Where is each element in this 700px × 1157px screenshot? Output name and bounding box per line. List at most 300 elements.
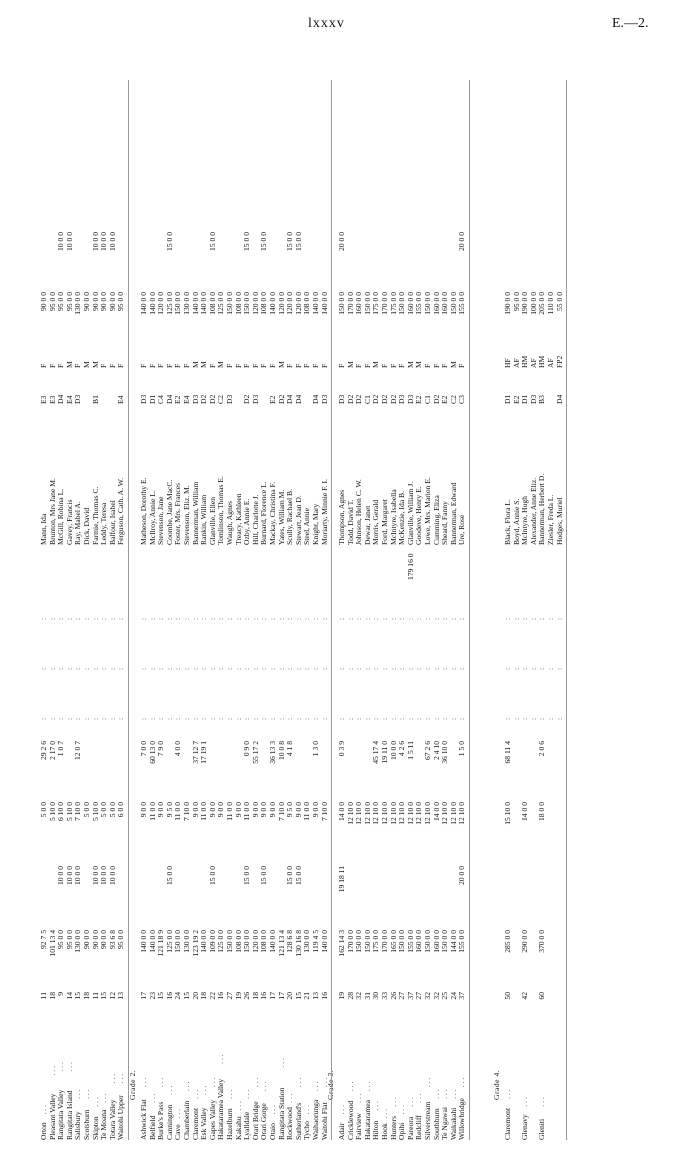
- empty-column-dots: :: [242, 617, 252, 620]
- cell-cap: 6 0 0: [116, 802, 126, 818]
- empty-column-dots: :: [276, 667, 286, 670]
- cell-cls: D3: [528, 394, 538, 404]
- cell-teacher: Glanville, William J.: [405, 481, 415, 545]
- cell-school: Hakataramea Valley: [216, 1078, 226, 1140]
- cell-teacher: Ure, Rose: [457, 514, 467, 545]
- cell-cap: 11 0 0: [242, 802, 252, 821]
- cell-salary: 109 0 0: [207, 930, 217, 953]
- cell-salary: 140 0 0: [268, 930, 277, 953]
- cell-roll: 22: [207, 992, 217, 1000]
- cell-salary: 101 13 4: [47, 930, 57, 957]
- cell-sex: F: [156, 363, 166, 368]
- cell-cap: 9 0 0: [216, 802, 226, 818]
- table-row: [450, 140, 458, 1140]
- empty-column-dots: :: [520, 667, 530, 670]
- empty-column-dots: :: [546, 667, 555, 670]
- cell-bal: 12 0 7: [73, 741, 83, 760]
- cell-sex: AF: [511, 358, 521, 368]
- empty-column-dots: :: [73, 717, 83, 720]
- cell-school: Southburn: [431, 1108, 441, 1140]
- cell-pay: 175 0 0: [388, 292, 398, 315]
- empty-column-dots: :: [414, 667, 424, 670]
- empty-column-dots: :: [302, 667, 312, 670]
- cell-bal: 67 2 6: [423, 741, 432, 760]
- cell-teacher: Farmie, Thomas C.: [90, 486, 100, 545]
- cell-cls: D4: [554, 394, 564, 404]
- cell-roll: 15: [182, 992, 191, 1000]
- empty-column-dots: :: [354, 617, 364, 620]
- empty-column-dots: :: [503, 617, 512, 620]
- leader-dots: . . .: [503, 1089, 512, 1099]
- leader-dots: . . .: [82, 1089, 91, 1099]
- leader-dots: . . .: [99, 1093, 109, 1103]
- cell-teacher: Matheson, Dorothy E.: [139, 477, 148, 545]
- table-row: [441, 140, 449, 1140]
- cell-school: Silverstream: [423, 1101, 432, 1140]
- empty-column-dots: :: [64, 617, 74, 620]
- cell-pay: 95 0 0: [56, 292, 66, 311]
- cell-cls: D1: [147, 394, 157, 404]
- cell-sex: F: [182, 363, 191, 368]
- table-row: [424, 140, 432, 1140]
- cell-cap: 12 10 0: [388, 802, 398, 825]
- cell-bal: 60 13 0: [147, 741, 157, 764]
- cell-cls: D1: [503, 394, 512, 404]
- table-row: [312, 140, 320, 1140]
- cell-pay: 125 0 0: [216, 292, 226, 315]
- empty-column-dots: :: [199, 617, 209, 620]
- cell-teacher: Hill, Charlotte J.: [250, 494, 260, 545]
- cell-extra: 20 0 0: [457, 232, 467, 251]
- empty-column-dots: :: [448, 717, 458, 720]
- cell-cls: D4: [285, 394, 295, 404]
- cell-cap: 9 0 0: [259, 802, 269, 818]
- empty-column-dots: :: [147, 617, 157, 620]
- cell-cls: D3: [397, 394, 407, 404]
- cell-school: Opihi: [397, 1122, 407, 1140]
- empty-column-dots: :: [199, 717, 209, 720]
- empty-column-dots: :: [116, 617, 126, 620]
- cell-school: Te Moana: [99, 1109, 109, 1140]
- cell-teacher: Stevenson, Jane: [156, 496, 166, 545]
- cell-bal: 37 12 7: [190, 741, 200, 764]
- cell-pay: 90 0 0: [82, 292, 91, 311]
- cell-cap: 15 10 0: [503, 802, 512, 825]
- table-row: [390, 140, 398, 1140]
- table-row: [252, 140, 260, 1140]
- empty-column-dots: :: [319, 667, 329, 670]
- cell-sex: M: [414, 361, 424, 368]
- empty-column-dots: :: [47, 717, 57, 720]
- cell-cap: 9 0 0: [207, 802, 217, 818]
- grade-2-heading: Grade 2.: [128, 1069, 137, 1100]
- leader-dots: . . .: [537, 1097, 547, 1107]
- cell-extra: 15 0 0: [242, 232, 252, 251]
- cell-pay: 130 0 0: [73, 292, 83, 315]
- cell-school: Waitohi Upper: [116, 1095, 126, 1140]
- leader-dots: . . .: [164, 1085, 174, 1095]
- empty-column-dots: :: [423, 617, 432, 620]
- cell-roll: 25: [440, 992, 450, 1000]
- leader-dots: . . .: [156, 1077, 166, 1088]
- cell-cls: B1: [90, 395, 100, 404]
- cell-extra: 15 0 0: [259, 232, 269, 251]
- cell-pay: 150 0 0: [423, 292, 432, 315]
- cell-pay: 95 0 0: [511, 292, 521, 311]
- cell-teacher: Lowe, Mrs. Marion E.: [423, 477, 432, 545]
- cell-teacher: Ferguson, Cath. A. W.: [116, 477, 126, 545]
- cell-school: Waitohi Flat: [319, 1102, 329, 1140]
- leader-dots: . . .: [250, 1077, 260, 1088]
- cell-cap: 9 0 0: [311, 802, 320, 818]
- cell-cls: E4: [182, 395, 191, 404]
- table-row: [547, 140, 555, 1140]
- cell-cls: D2: [371, 394, 381, 404]
- cell-teacher: Stevenson, Eliz. M.: [182, 485, 191, 545]
- table-row: [235, 140, 243, 1140]
- cell-salary: 95 0 0: [116, 930, 126, 949]
- cell-extra: 20 0 0: [337, 232, 346, 251]
- cell-sex: M: [276, 361, 286, 368]
- cell-teacher: Balfour, Isabel: [107, 500, 117, 545]
- empty-column-dots: :: [319, 617, 329, 620]
- cell-sex: F: [225, 363, 234, 368]
- cell-school: Chamberlain: [182, 1100, 191, 1140]
- cell-pay: 95 0 0: [116, 292, 126, 311]
- cell-sex: F: [99, 363, 109, 368]
- table-row: [200, 140, 208, 1140]
- cell-cls: D2: [431, 394, 441, 404]
- cell-salary: 155 0 0: [405, 930, 415, 953]
- leader-dots: . . .: [440, 1089, 450, 1099]
- cell-house: 10 0 0: [73, 866, 83, 885]
- cell-sex: F: [302, 363, 312, 368]
- empty-column-dots: :: [164, 667, 174, 670]
- cell-salary: 140 0 0: [147, 930, 157, 953]
- cell-salary: 93 6 8: [107, 930, 117, 949]
- empty-column-dots: :: [311, 617, 320, 620]
- cell-roll: 33: [380, 992, 389, 1000]
- cell-salary: 121 18 9: [156, 930, 166, 957]
- cell-sex: F: [380, 363, 389, 368]
- leader-dots: . . .: [242, 1089, 252, 1099]
- empty-column-dots: :: [268, 667, 277, 670]
- empty-column-dots: :: [457, 617, 467, 620]
- cell-cls: E3: [39, 395, 48, 404]
- cell-school: Orari Bridge: [250, 1101, 260, 1140]
- cell-school: Willowbridge: [457, 1098, 467, 1140]
- empty-column-dots: :: [216, 717, 226, 720]
- cell-extra: 15 0 0: [285, 232, 295, 251]
- cell-cls: D2: [199, 394, 209, 404]
- section-divider: [566, 80, 567, 1140]
- cell-sex: M: [64, 361, 74, 368]
- cell-house: 19 18 11: [337, 866, 346, 893]
- empty-column-dots: :: [371, 617, 381, 620]
- cell-school: Orari Gorge: [259, 1103, 269, 1140]
- cell-cls: D2: [354, 394, 364, 404]
- leader-dots: . . .: [225, 1089, 234, 1099]
- cell-extra: 15 0 0: [293, 232, 303, 251]
- empty-column-dots: :: [39, 717, 48, 720]
- cell-pay: 120 0 0: [276, 292, 286, 315]
- cell-pay: 90 0 0: [107, 292, 117, 311]
- empty-column-dots: :: [99, 717, 109, 720]
- empty-column-dots: :: [380, 717, 389, 720]
- empty-column-dots: :: [173, 617, 183, 620]
- empty-column-dots: :: [546, 617, 555, 620]
- cell-sex: HM: [537, 355, 547, 368]
- cell-salary: 170 0 0: [345, 930, 355, 953]
- leader-dots: . . .: [423, 1077, 432, 1088]
- cell-sex: F: [39, 363, 48, 368]
- cell-pay: 120 0 0: [156, 292, 166, 315]
- empty-column-dots: :: [362, 667, 372, 670]
- cell-cls: E4: [64, 395, 74, 404]
- empty-column-dots: :: [56, 717, 66, 720]
- table-row: [407, 140, 415, 1140]
- cell-roll: 20: [285, 992, 295, 1000]
- cell-sex: AF: [546, 358, 555, 368]
- table-row: [347, 140, 355, 1140]
- cell-roll: 20: [190, 992, 200, 1000]
- empty-column-dots: :: [139, 717, 148, 720]
- cell-cap: 11 0 0: [225, 802, 234, 821]
- cell-cap: 7 10 0: [73, 802, 83, 821]
- cell-roll: 26: [388, 992, 398, 1000]
- cell-salary: 90 0 0: [82, 930, 91, 949]
- cell-school: Skipton: [90, 1116, 100, 1140]
- cell-roll: 32: [431, 992, 441, 1000]
- cell-extra: 15 0 0: [207, 232, 217, 251]
- empty-column-dots: :: [39, 617, 48, 620]
- cell-cap: 12 10 0: [397, 802, 407, 825]
- cell-roll: 19: [233, 992, 243, 1000]
- leader-dots: . . .: [268, 1105, 277, 1115]
- cell-pay: 160 0 0: [440, 292, 450, 315]
- cell-cap: 5 10 0: [47, 802, 57, 821]
- cell-roll: 12: [107, 992, 117, 1000]
- cell-bal: 7 0 0: [139, 741, 148, 757]
- cell-cls: D3: [337, 394, 346, 404]
- table-row: [192, 140, 200, 1140]
- cell-school: Rangitata Valley: [56, 1089, 66, 1140]
- leader-dots: . . .: [173, 1108, 183, 1119]
- cell-salary: 370 0 0: [537, 930, 547, 953]
- cell-school: Orton: [39, 1122, 48, 1140]
- cell-salary: 108 0 0: [233, 930, 243, 953]
- cell-salary: 130 16 8: [293, 930, 303, 957]
- cell-bal: 1 5 11: [405, 741, 415, 760]
- cell-pay: 150 0 0: [225, 292, 234, 315]
- cell-sex: F: [56, 363, 66, 368]
- cell-teacher: Alexander, Anne Eliz.: [528, 477, 538, 545]
- cell-pay: 90 0 0: [90, 292, 100, 311]
- empty-column-dots: :: [47, 617, 57, 620]
- leader-dots: . . .: [116, 1073, 126, 1084]
- cell-sex: M: [448, 361, 458, 368]
- empty-column-dots: :: [431, 717, 441, 720]
- cell-school: Ashwick Flat: [139, 1099, 148, 1140]
- cell-school: Redcliff: [414, 1115, 424, 1140]
- empty-column-dots: :: [99, 617, 109, 620]
- table-row: [226, 140, 234, 1140]
- cell-sex: F: [268, 363, 277, 368]
- empty-column-dots: :: [225, 667, 234, 670]
- cell-pay: 120 0 0: [250, 292, 260, 315]
- cell-bal: 17 19 1: [199, 741, 209, 764]
- cell-teacher: Ozby, Annie E.: [242, 498, 252, 545]
- leader-dots: . . .: [216, 1054, 226, 1064]
- cell-teacher: Coombe, Jane MacC.: [164, 479, 174, 545]
- cell-teacher: Ziesler, Freda L.: [546, 494, 555, 545]
- cell-sex: F: [250, 363, 260, 368]
- cell-roll: 18: [199, 992, 209, 1000]
- cell-cap: 9 0 0: [190, 802, 200, 818]
- cell-school: Scotsburn: [82, 1109, 91, 1140]
- cell-teacher: McKenzie, Ida B.: [397, 491, 407, 545]
- empty-column-dots: :: [147, 667, 157, 670]
- cell-roll: 16: [259, 992, 269, 1000]
- cell-sex: F: [440, 363, 450, 368]
- leader-dots: . . .: [285, 1093, 295, 1103]
- cell-salary: 128 6 8: [285, 930, 295, 953]
- cell-roll: 24: [173, 992, 183, 1000]
- cell-sex: F: [431, 363, 441, 368]
- cell-cls: D2: [207, 394, 217, 404]
- empty-column-dots: :: [156, 717, 166, 720]
- leader-dots: . . .: [90, 1097, 100, 1107]
- cell-salary: 123 19 2: [190, 930, 200, 957]
- table-row: [100, 140, 108, 1140]
- empty-column-dots: :: [388, 617, 398, 620]
- cell-roll: 13: [311, 992, 320, 1000]
- cell-cap: 5 0 0: [107, 802, 117, 818]
- grade-4-heading: Grade 4.: [492, 1069, 501, 1100]
- empty-column-dots: :: [537, 617, 547, 620]
- cell-cap: 5 0 0: [99, 802, 109, 818]
- cell-cls: D4: [293, 394, 303, 404]
- cell-salary: 125 0 0: [216, 930, 226, 953]
- table-row: [57, 140, 65, 1140]
- empty-column-dots: :: [276, 617, 286, 620]
- empty-column-dots: :: [311, 667, 320, 670]
- cell-school: Waihaorunga: [311, 1099, 320, 1140]
- leader-dots: . . .: [64, 1062, 74, 1072]
- cell-school: Claremont: [190, 1107, 200, 1140]
- cell-school: Cave: [173, 1124, 183, 1140]
- cell-cls: D2: [380, 394, 389, 404]
- empty-column-dots: :: [207, 717, 217, 720]
- empty-column-dots: :: [268, 617, 277, 620]
- cell-pay: 190 0 0: [520, 292, 530, 315]
- cell-salary: 165 0 0: [388, 930, 398, 953]
- cell-teacher: Tomlinson, Thomas E.: [216, 476, 226, 545]
- empty-column-dots: :: [503, 717, 512, 720]
- cell-teacher: Glanville, Ellen: [207, 496, 217, 545]
- empty-column-dots: :: [56, 667, 66, 670]
- school-staff-table: [20, 40, 700, 1140]
- cell-roll: 16: [164, 992, 174, 1000]
- cell-teacher: Bannerman, William: [190, 481, 200, 545]
- empty-column-dots: :: [457, 717, 467, 720]
- empty-column-dots: :: [73, 667, 83, 670]
- cell-bal: 4 0 0: [173, 741, 183, 757]
- cell-roll: 21: [302, 992, 312, 1000]
- empty-column-dots: :: [362, 717, 372, 720]
- cell-sex: FP2: [554, 355, 564, 368]
- cell-teacher: Mann, Ida: [39, 513, 48, 545]
- empty-column-dots: :: [250, 667, 260, 670]
- cell-house: 15 0 0: [242, 866, 252, 885]
- empty-column-dots: :: [233, 667, 243, 670]
- cell-salary: 108 0 0: [259, 930, 269, 953]
- empty-column-dots: :: [405, 617, 415, 620]
- cell-salary: 120 0 0: [250, 930, 260, 953]
- cell-salary: 150 0 0: [423, 930, 432, 953]
- cell-sex: F: [47, 363, 57, 368]
- cell-salary: 150 0 0: [354, 930, 364, 953]
- cell-roll: 37: [457, 992, 467, 1000]
- cell-cap: 5 0 0: [39, 802, 48, 818]
- cell-cap: 5 10 0: [64, 802, 74, 821]
- leader-dots: . . .: [520, 1097, 530, 1107]
- empty-column-dots: :: [276, 717, 286, 720]
- empty-column-dots: :: [64, 717, 74, 720]
- cell-teacher: Rankin, William: [199, 494, 209, 545]
- cell-pay: 170 0 0: [380, 292, 389, 315]
- empty-column-dots: :: [511, 667, 521, 670]
- grade-3-heading: Grade 3.: [326, 1069, 335, 1100]
- empty-column-dots: :: [90, 617, 100, 620]
- leader-dots: . . .: [354, 1093, 364, 1103]
- cell-salary: 175 0 0: [371, 930, 381, 953]
- empty-column-dots: :: [302, 617, 312, 620]
- cell-school: Cannington: [164, 1104, 174, 1140]
- cell-pay: 140 0 0: [190, 292, 200, 315]
- cell-cap: 12 10 0: [345, 802, 355, 825]
- cell-pay: 125 0 0: [164, 292, 174, 315]
- empty-column-dots: :: [554, 717, 564, 720]
- cell-teacher: Dick, David: [82, 507, 91, 545]
- empty-column-dots: :: [423, 717, 432, 720]
- cell-pay: 160 0 0: [405, 292, 415, 315]
- leader-dots: . . .: [345, 1081, 355, 1092]
- empty-column-dots: :: [233, 617, 243, 620]
- cell-cap: 12 10 0: [423, 802, 432, 825]
- cell-pay: 95 0 0: [64, 292, 74, 311]
- cell-cls: E2: [173, 395, 183, 404]
- cell-salary: 150 0 0: [242, 930, 252, 953]
- empty-column-dots: :: [397, 717, 407, 720]
- cell-roll: 18: [250, 992, 260, 1000]
- cell-cap: 5 0 0: [82, 802, 91, 818]
- cell-house: 15 0 0: [285, 866, 295, 885]
- cell-school: Otaio: [268, 1123, 277, 1140]
- cell-teacher: Morris, Gerald: [371, 499, 381, 545]
- leader-dots: . . .: [190, 1089, 200, 1099]
- cell-cap: 9 0 0: [233, 802, 243, 818]
- empty-column-dots: :: [511, 717, 521, 720]
- cell-sex: M: [90, 361, 100, 368]
- cell-cap: 11 0 0: [147, 802, 157, 821]
- cell-pay: 90 0 0: [39, 292, 48, 311]
- cell-roll: 18: [82, 992, 91, 1000]
- cell-cap: 6 10 0: [56, 802, 66, 821]
- table-row: [243, 140, 251, 1140]
- empty-column-dots: :: [448, 667, 458, 670]
- empty-column-dots: :: [107, 667, 117, 670]
